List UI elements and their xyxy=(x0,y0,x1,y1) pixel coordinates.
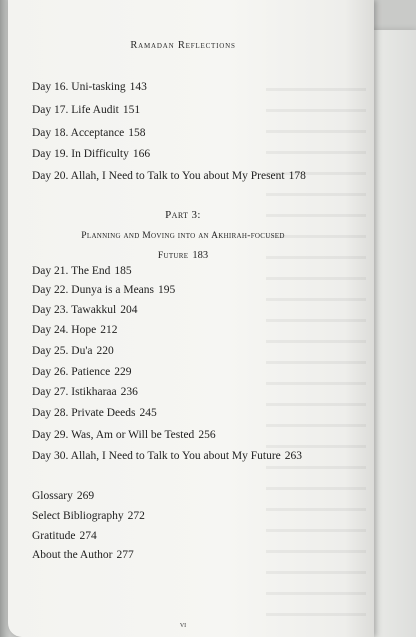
toc-entry-label: Day 30. Allah, I Need to Talk to You about My Future xyxy=(32,450,281,462)
toc-entry-label: Day 20. Allah, I Need to Talk to You about My Present xyxy=(32,170,285,182)
toc-entry xyxy=(32,345,114,357)
back-matter-entry xyxy=(32,549,134,561)
toc-entry-label: Day 17. Life Audit xyxy=(32,104,119,116)
part-page: 183 xyxy=(192,250,209,261)
running-head: Ramadan Reflections xyxy=(130,40,236,51)
toc-entry-label: Day 19. In Difficulty xyxy=(32,148,129,160)
toc-entry-page: 178 xyxy=(288,170,306,182)
back-matter-label: Select Bibliography xyxy=(32,510,124,522)
toc-entry-page: 158 xyxy=(128,127,146,139)
back-matter-page: 269 xyxy=(76,490,95,502)
toc-entry xyxy=(32,450,302,462)
toc-entry xyxy=(32,265,132,277)
back-matter-entry xyxy=(32,510,145,522)
part-subtitle-line1: Planning and Moving into an Akhirah-focused xyxy=(81,231,285,241)
toc-entry-page: 229 xyxy=(114,366,132,378)
page-number: vi xyxy=(179,620,187,629)
toc-entry-label: Day 16. Uni-tasking xyxy=(32,81,126,93)
toc-entry-page: 204 xyxy=(120,304,138,316)
toc-entry-page: 263 xyxy=(284,450,303,462)
toc-entry-label: Day 24. Hope xyxy=(32,324,97,336)
back-matter-label: About the Author xyxy=(32,549,113,561)
toc-entry-page: 143 xyxy=(129,81,147,93)
part-subtitle xyxy=(8,231,358,241)
toc-entry-label: Day 22. Dunya is a Means xyxy=(32,284,155,296)
back-matter-label: Gratitude xyxy=(32,530,76,542)
toc-entry-label: Day 26. Patience xyxy=(32,366,111,378)
toc-entry xyxy=(32,407,157,419)
toc-entry xyxy=(32,81,147,93)
part-subtitle-line2: Future xyxy=(157,251,189,261)
part-subtitle-second-line xyxy=(8,245,358,263)
back-matter-entry xyxy=(32,490,94,502)
toc-entry-page: 166 xyxy=(132,148,151,160)
toc-entry-page: 185 xyxy=(114,265,132,277)
bleed-through-text xyxy=(266,70,366,630)
toc-entry xyxy=(32,429,216,441)
toc-entry-label: Day 23. Tawakkul xyxy=(32,304,117,316)
toc-entry-page: 236 xyxy=(120,386,138,398)
part-heading xyxy=(8,209,358,221)
toc-entry-label: Day 28. Private Deeds xyxy=(32,407,136,419)
back-matter-entry xyxy=(32,530,97,542)
toc-entry xyxy=(32,127,146,139)
part-title: Part 3: xyxy=(165,209,201,221)
back-matter-page: 277 xyxy=(116,549,134,561)
toc-entry-label: Day 25. Du'a xyxy=(32,345,93,357)
toc-entry xyxy=(32,284,175,296)
toc-entry-label: Day 27. Istikharaa xyxy=(32,386,117,398)
toc-entry-label: Day 18. Acceptance xyxy=(32,127,125,139)
back-matter-page: 274 xyxy=(79,530,97,542)
toc-entry-page: 151 xyxy=(122,104,141,116)
toc-entry xyxy=(32,304,138,316)
toc-entry-page: 245 xyxy=(139,407,157,419)
toc-entry-page: 195 xyxy=(158,284,176,296)
toc-entry-page: 212 xyxy=(100,324,118,336)
toc-entry xyxy=(32,366,132,378)
book-page xyxy=(8,0,374,637)
toc-entry-page: 220 xyxy=(96,345,114,357)
toc-entry xyxy=(32,324,117,336)
toc-entry-label: Day 21. The End xyxy=(32,265,111,277)
back-matter-page: 272 xyxy=(127,510,145,522)
toc-entry xyxy=(32,170,306,182)
toc-entry-label: Day 29. Was, Am or Will be Tested xyxy=(32,429,195,441)
toc-entry xyxy=(32,148,150,160)
toc-entry xyxy=(32,386,138,398)
back-matter-label: Glossary xyxy=(32,490,73,502)
toc-entry-page: 256 xyxy=(198,429,216,441)
toc-entry xyxy=(32,104,140,116)
